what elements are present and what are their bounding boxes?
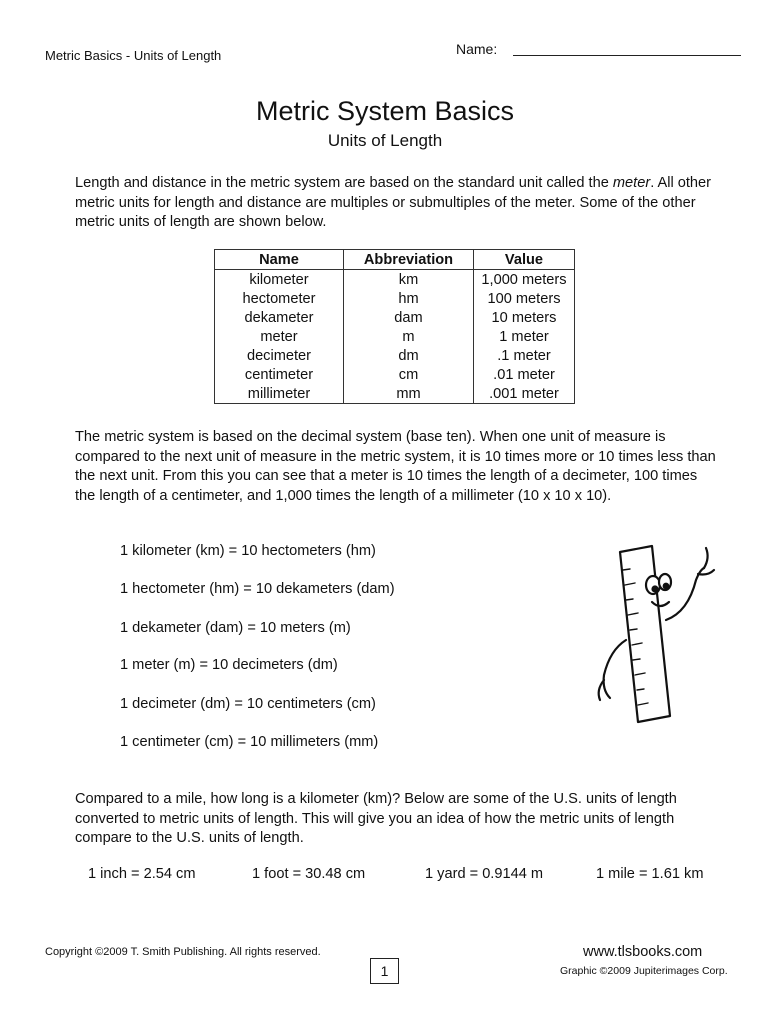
copyright-text: Copyright ©2009 T. Smith Publishing. All rights reserved. [45,946,321,958]
conversion-yard: 1 yard = 0.9144 m [425,866,544,882]
page-subtitle: Units of Length [327,131,443,150]
unit-value: 10 meters [474,308,575,327]
unit-name: meter [215,327,344,346]
name-label: Name: [456,41,498,57]
column-header-value: Value [474,250,575,270]
unit-value: 100 meters [474,289,575,308]
mile-paragraph: Compared to a mile, how long is a kilometer (km)? Below are some of the U.S. units of length converted to metric units of length. This will give you an idea of how the metric units of length compare to the U.S. units of length. [75,791,677,846]
unit-abbreviation: m [344,327,474,346]
unit-value: 1,000 meters [474,270,575,290]
conversion-foot: 1 foot = 30.48 cm [252,866,366,882]
intro-text-after: . All other metric units for length and distance are multiples or submultiples of the meter. Some of the other metric units of length are shown below. [75,175,712,230]
page-number: 1 [370,958,399,984]
equivalence-line: 1 meter (m) = 10 decimeters (dm) [120,657,338,673]
graphic-credit: Graphic ©2009 Jupiterimages Corp. [560,965,728,977]
equivalence-line: 1 dekameter (dam) = 10 meters (m) [120,620,351,636]
decimal-paragraph: The metric system is based on the decimal system (base ten). When one unit of measure is compared to the next unit of measure in the metric system, it is 10 times more or 10 times less than the next unit. From this you can see that a meter is 10 times the length of a decimeter, 100 times the length of a centimeter, and 1,000 times the length of a millimeter (10 x 10 x 10). [75,429,716,504]
conversion-inch: 1 inch = 2.54 cm [88,866,196,882]
ruler-character-icon [570,540,730,730]
unit-abbreviation: dam [344,308,474,327]
conversion-mile: 1 mile = 1.61 km [596,866,704,882]
table-row [215,346,575,365]
intro-text-before: Length and distance in the metric system are based on the standard unit called the [75,175,613,191]
table-row [215,327,575,346]
intro-paragraph [75,174,720,233]
page-title: Metric System Basics [255,96,515,126]
unit-abbreviation: mm [344,384,474,404]
unit-name: dekameter [215,308,344,327]
unit-value: 1 meter [474,327,575,346]
unit-name: kilometer [215,270,344,290]
unit-abbreviation: cm [344,365,474,384]
unit-abbreviation: km [344,270,474,290]
unit-abbreviation: dm [344,346,474,365]
intro-text-italic: meter [612,175,651,191]
unit-value: .001 meter [474,384,575,404]
column-header-abbreviation: Abbreviation [344,250,474,270]
unit-name: decimeter [215,346,344,365]
table-row [215,289,575,308]
equivalence-line: 1 hectometer (hm) = 10 dekameters (dam) [120,581,395,597]
unit-name: millimeter [215,384,344,404]
table-row [215,308,575,327]
metric-units-table [214,249,575,404]
unit-name: hectometer [215,289,344,308]
header-title: Metric Basics - Units of Length [45,48,222,63]
table-row [215,365,575,384]
table-header-row [215,250,575,270]
unit-abbreviation: hm [344,289,474,308]
equivalence-line: 1 decimeter (dm) = 10 centimeters (cm) [120,696,376,712]
table-row [215,384,575,404]
equivalence-line: 1 centimeter (cm) = 10 millimeters (mm) [120,734,379,750]
table-row [215,270,575,290]
column-header-name: Name [215,250,344,270]
unit-value: .01 meter [474,365,575,384]
unit-name: centimeter [215,365,344,384]
name-field-line[interactable] [513,55,741,56]
equivalence-line: 1 kilometer (km) = 10 hectometers (hm) [120,543,376,559]
website-link[interactable]: www.tlsbooks.com [583,944,703,960]
unit-value: .1 meter [474,346,575,365]
